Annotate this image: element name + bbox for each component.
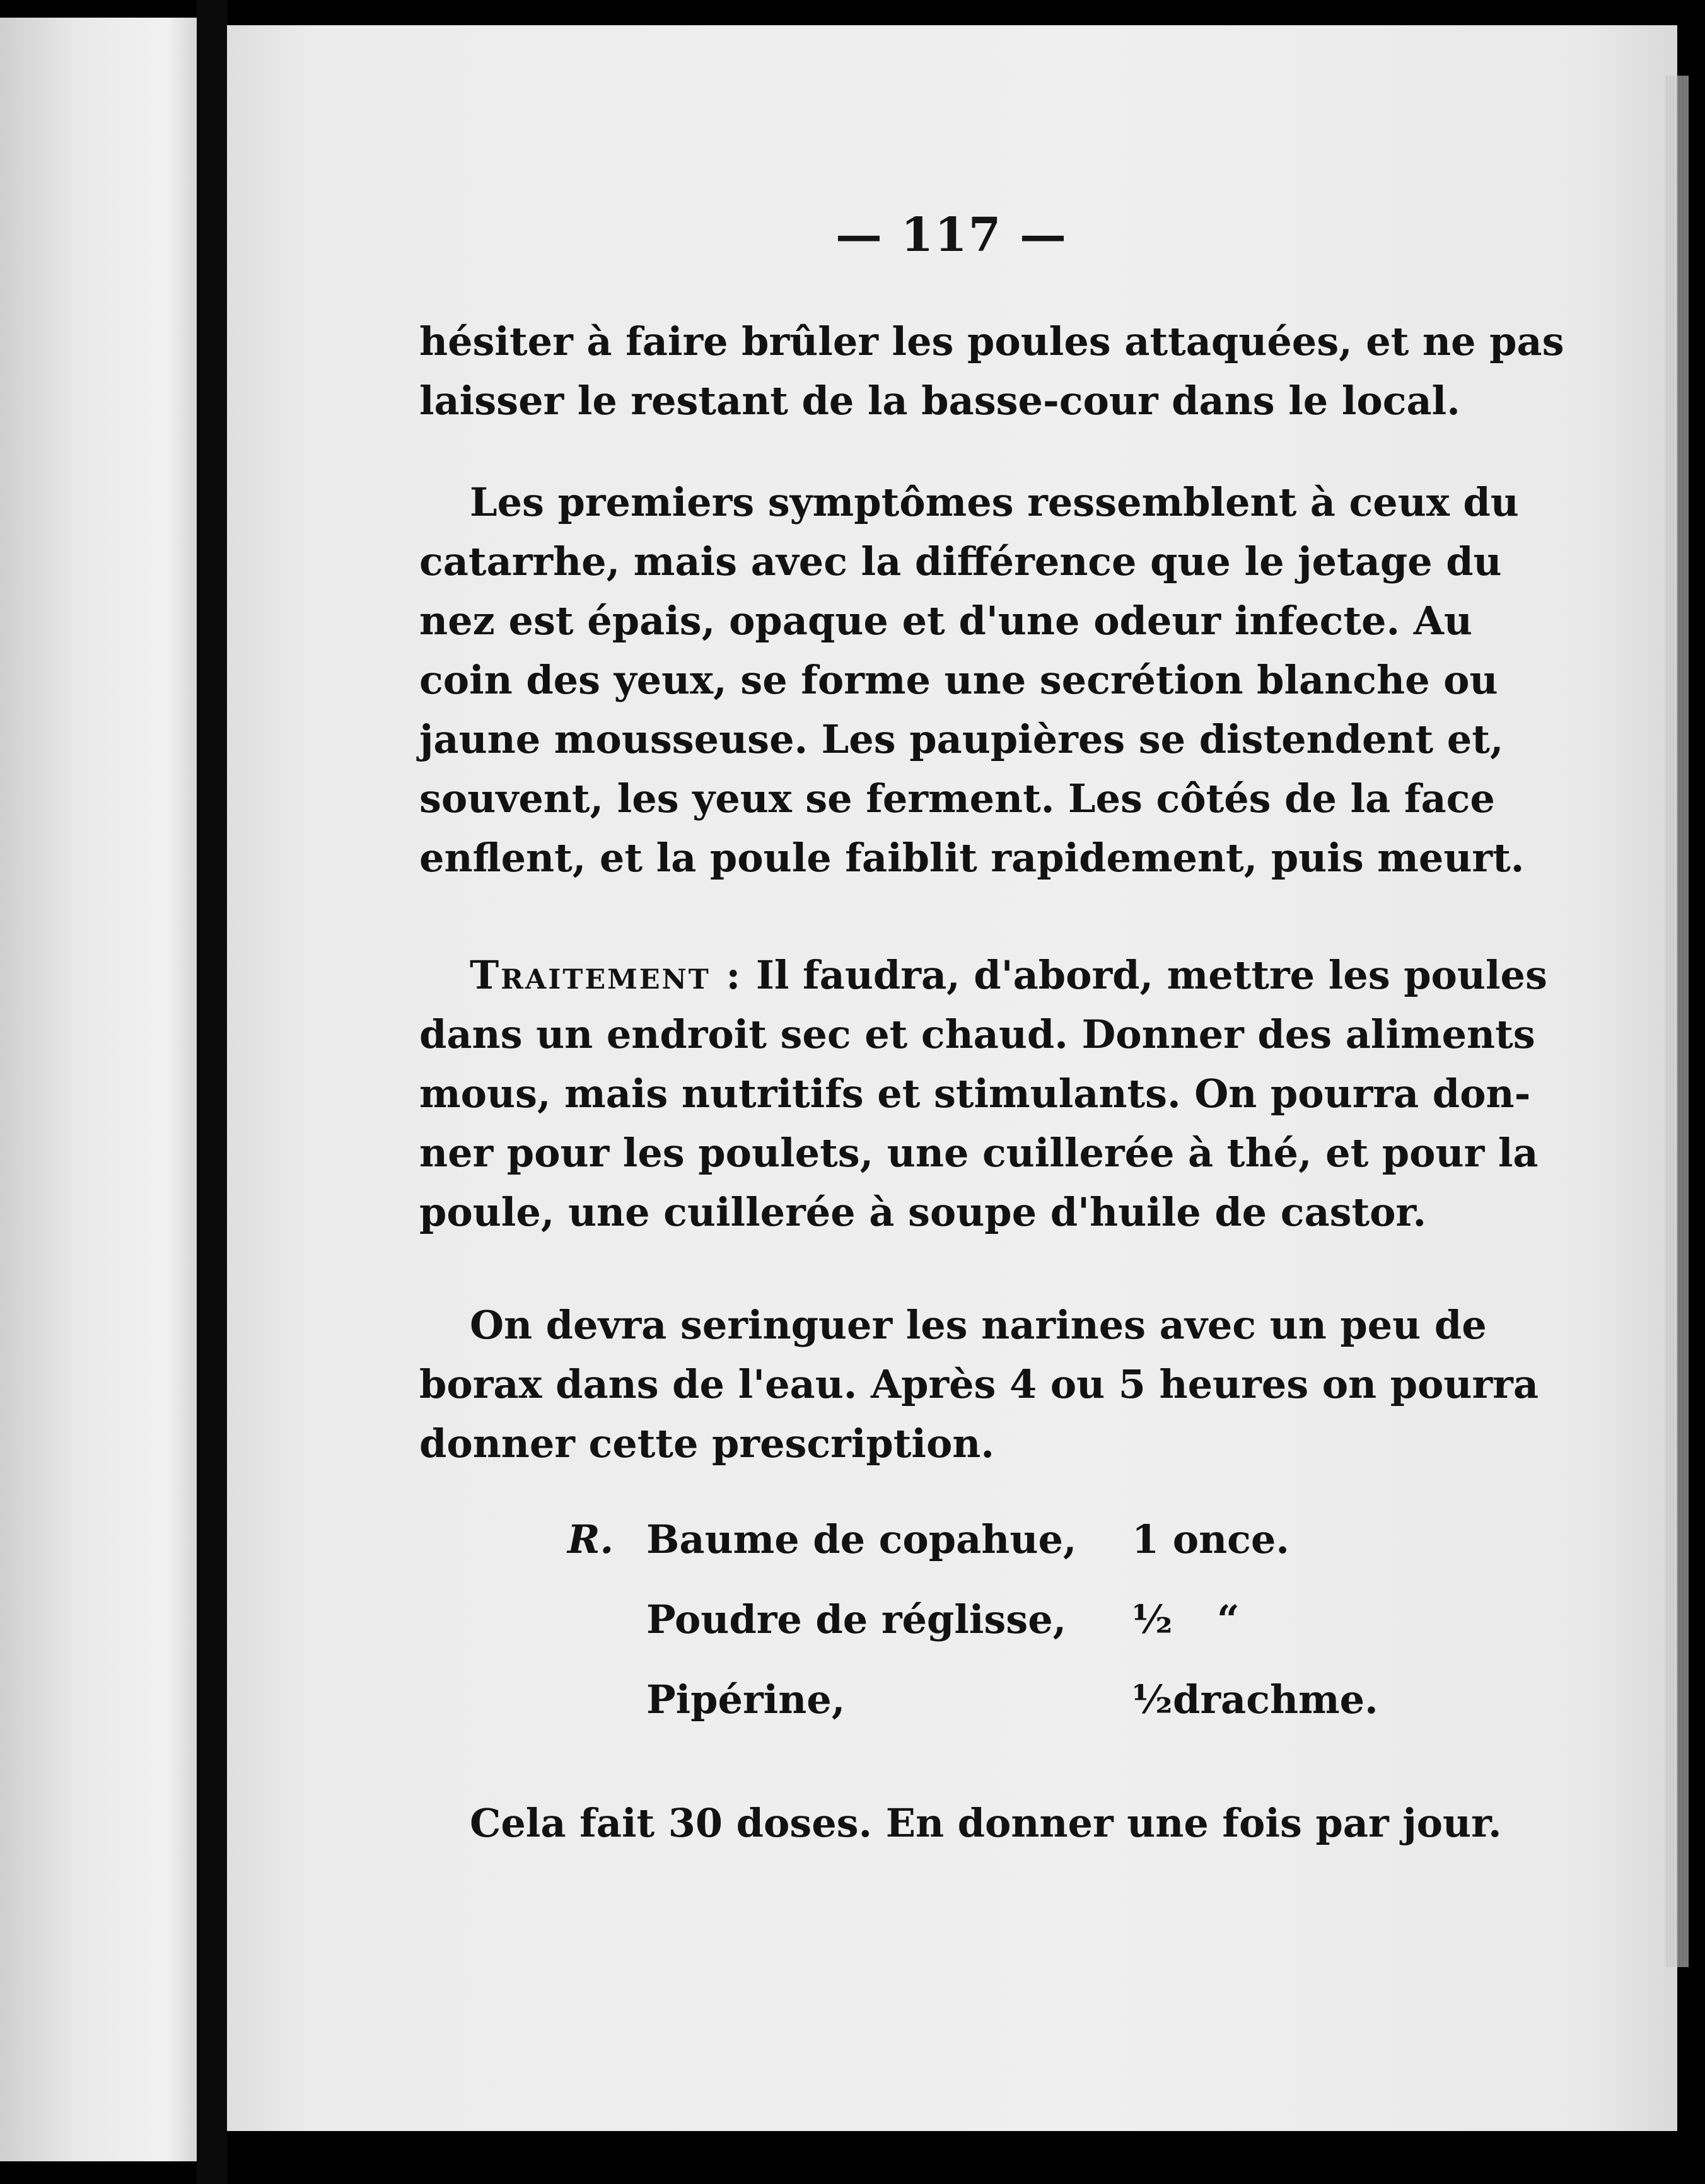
text-line: coin des yeux, se forme une secrétion blanche ou bbox=[419, 657, 1498, 703]
page-edge bbox=[1665, 76, 1689, 1967]
paragraph-symptoms bbox=[419, 473, 1525, 888]
ingredient-quantity: ½ bbox=[1132, 1596, 1173, 1642]
paragraph-continuation bbox=[419, 312, 1564, 431]
text-line: dans un endroit sec et chaud. Donner des aliments bbox=[419, 1011, 1535, 1057]
ingredient-unit: “ bbox=[1217, 1596, 1240, 1642]
text-line bbox=[419, 946, 1547, 1005]
prescription-item bbox=[567, 1596, 1450, 1676]
ingredient-name: Poudre de réglisse, bbox=[646, 1596, 1067, 1642]
ingredient-quantity: ½ bbox=[1132, 1676, 1173, 1722]
text-line: jaune mousseuse. Les paupières se distendent et, bbox=[419, 716, 1504, 762]
text-line: donner cette prescription. bbox=[419, 1420, 994, 1467]
text-line: poule, une cuillerée à soupe d'huile de castor. bbox=[419, 1189, 1427, 1235]
closing-sentence: Cela fait 30 doses. En donner une fois par jour. bbox=[470, 1800, 1502, 1846]
recipe-symbol: R. bbox=[567, 1516, 614, 1562]
page-number: — 117 — bbox=[835, 208, 1068, 262]
text-line: laisser le restant de la basse-cour dans le local. bbox=[419, 378, 1460, 424]
ingredient-unit: drachme. bbox=[1173, 1676, 1378, 1722]
text-line: mous, mais nutritifs et stimulants. On pourra don- bbox=[419, 1071, 1531, 1117]
text-line: borax dans de l'eau. Après 4 ou 5 heures on pourra bbox=[419, 1361, 1539, 1407]
prescription-item bbox=[567, 1516, 1450, 1596]
text-line: nez est épais, opaque et d'une odeur infecte. Au bbox=[419, 598, 1472, 644]
prescription-list bbox=[567, 1516, 1450, 1757]
text-line: ner pour les poulets, une cuillerée à thé, et pour la bbox=[419, 1130, 1539, 1176]
book-gutter bbox=[197, 0, 227, 2184]
left-page-margin bbox=[0, 18, 197, 2161]
text-line: souvent, les yeux se ferment. Les côtés de la face bbox=[419, 775, 1495, 822]
paragraph-prescription-intro bbox=[419, 1296, 1539, 1473]
paragraph-treatment bbox=[419, 946, 1547, 1242]
text-line: Les premiers symptômes ressemblent à ceux du bbox=[470, 479, 1519, 525]
ingredient-quantity: 1 once. bbox=[1132, 1516, 1289, 1562]
ingredient-name: Baume de copahue, bbox=[646, 1516, 1077, 1562]
prescription-item bbox=[567, 1676, 1450, 1757]
text-line: catarrhe, mais avec la différence que le jetage du bbox=[419, 538, 1502, 584]
treatment-heading: Traitement : bbox=[470, 952, 743, 998]
ingredient-name: Pipérine, bbox=[646, 1676, 846, 1722]
text-line: On devra seringuer les narines avec un peu de bbox=[470, 1302, 1487, 1348]
text-line: enflent, et la poule faiblit rapidement, puis meurt. bbox=[419, 835, 1525, 881]
treatment-first-line: Il faudra, d'abord, mettre les poules bbox=[755, 952, 1547, 998]
text-line: hésiter à faire brûler les poules attaquées, et ne pas bbox=[419, 318, 1564, 364]
